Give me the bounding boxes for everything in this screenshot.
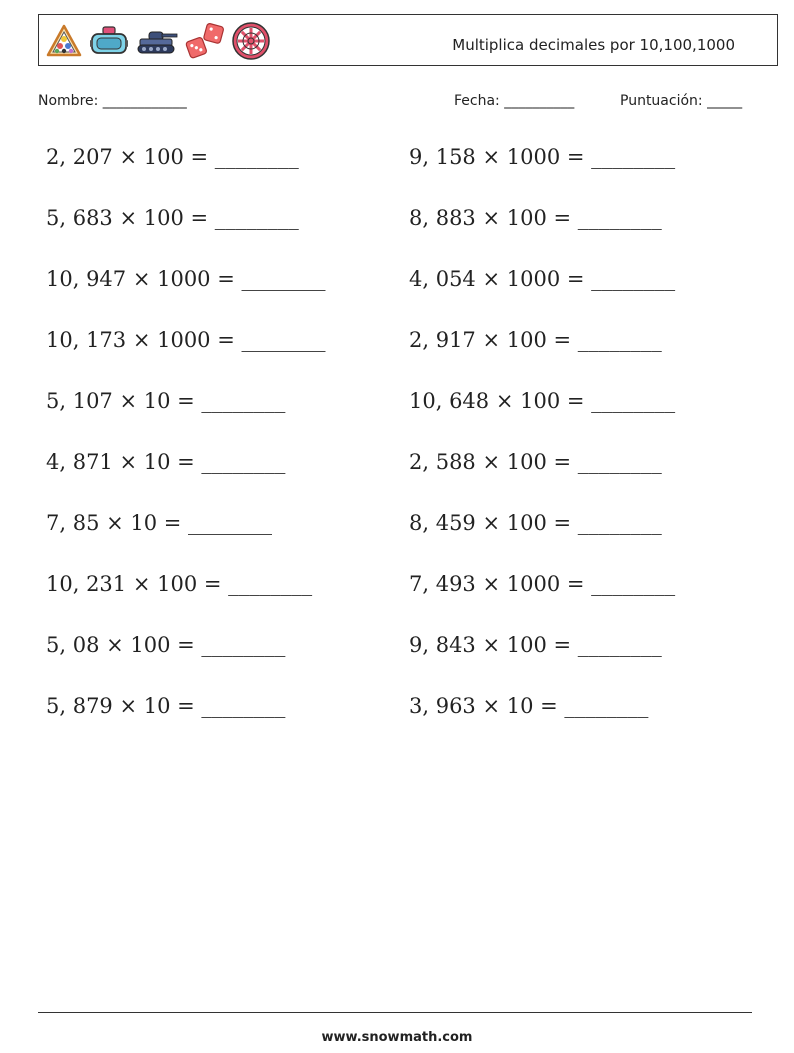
footer-divider [38,1012,752,1013]
date-field[interactable]: Fecha: __________ [454,93,575,109]
dice-icon [185,22,225,60]
problem-row [46,267,766,328]
problem-item: 9, 158 × 1000 = ________ [409,145,676,169]
problem-item: 9, 843 × 100 = ________ [409,633,662,657]
problem-item: 5, 107 × 10 = ________ [46,389,286,413]
tank-icon [135,23,179,59]
problem-row [46,328,766,389]
billiard-rack-icon [45,23,83,59]
vr-headset-icon [89,23,129,59]
footer-site[interactable]: www.snowmath.com [321,1030,473,1045]
problem-item: 8, 883 × 100 = ________ [409,206,662,230]
problem-item: 10, 173 × 1000 = ________ [46,328,326,352]
problem-item: 2, 207 × 100 = ________ [46,145,299,169]
problem-item: 8, 459 × 100 = ________ [409,511,662,535]
problem-grid [46,145,766,755]
problem-row [46,694,766,755]
problem-row [46,633,766,694]
worksheet-header [38,14,778,66]
problem-item: 10, 231 × 100 = ________ [46,572,313,596]
problem-item: 3, 963 × 10 = ________ [409,694,649,718]
problem-row [46,145,766,206]
problem-row [46,450,766,511]
problem-item: 5, 879 × 10 = ________ [46,694,286,718]
problem-item: 4, 054 × 1000 = ________ [409,267,676,291]
dartboard-icon [231,21,271,61]
problem-row [46,206,766,267]
worksheet-title: Multiplica decimales por 10,100,1000 [452,36,735,54]
problem-item: 2, 588 × 100 = ________ [409,450,662,474]
name-field[interactable]: Nombre: ____________ [38,93,187,109]
problem-item: 5, 08 × 100 = ________ [46,633,286,657]
problem-row [46,389,766,450]
problem-item: 5, 683 × 100 = ________ [46,206,299,230]
problem-item: 7, 493 × 1000 = ________ [409,572,676,596]
problem-item: 7, 85 × 10 = ________ [46,511,273,535]
problem-row [46,572,766,633]
header-icons [45,21,271,61]
score-field[interactable]: Puntuación: _____ [620,93,743,109]
problem-item: 10, 947 × 1000 = ________ [46,267,326,291]
problem-item: 4, 871 × 10 = ________ [46,450,286,474]
problem-row [46,511,766,572]
problem-item: 2, 917 × 100 = ________ [409,328,662,352]
problem-item: 10, 648 × 100 = ________ [409,389,676,413]
